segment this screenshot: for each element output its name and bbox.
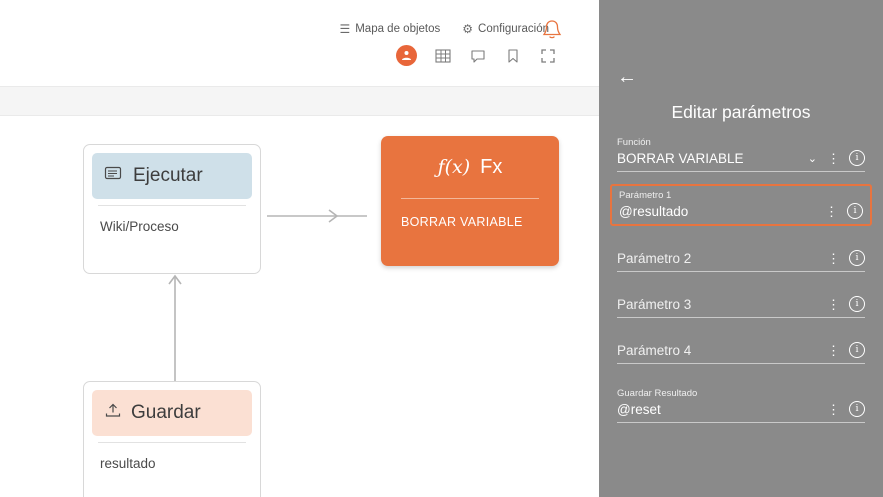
node-guardar[interactable] xyxy=(83,381,261,497)
flow-canvas[interactable] xyxy=(0,116,599,497)
field-label[interactable]: Parámetro 3 xyxy=(617,296,692,312)
more-options-icon[interactable]: ⋮ xyxy=(827,250,840,266)
info-icon[interactable]: i xyxy=(849,342,865,358)
field-value[interactable]: BORRAR VARIABLE xyxy=(617,150,744,166)
node-guardar-title: Guardar xyxy=(131,402,201,423)
node-ejecutar-body: Wiki/Proceso xyxy=(100,219,179,234)
toolbar-strip xyxy=(0,86,599,116)
field-label: Guardar Resultado xyxy=(617,388,698,399)
menu-item-label: Mapa de objetos xyxy=(355,23,441,35)
field-value[interactable]: @resultado xyxy=(619,203,689,219)
field-label: Parámetro 1 xyxy=(619,190,672,201)
field-parametro-3[interactable] xyxy=(617,296,865,318)
menu-item-mapa-objetos[interactable] xyxy=(339,22,440,36)
field-value[interactable]: @reset xyxy=(617,401,661,417)
node-guardar-body: resultado xyxy=(100,456,156,471)
field-parametro-1[interactable] xyxy=(610,184,872,226)
field-label[interactable]: Parámetro 4 xyxy=(617,342,692,358)
more-options-icon[interactable]: ⋮ xyxy=(827,150,840,166)
page-title: Editar parámetros xyxy=(671,102,811,122)
connector-ejecutar-to-fx xyxy=(267,209,373,223)
table-icon[interactable] xyxy=(434,47,452,65)
run-icon xyxy=(104,165,124,188)
topbar xyxy=(0,0,599,86)
bookmark-icon[interactable] xyxy=(504,47,522,65)
field-parametro-4[interactable] xyxy=(617,342,865,364)
field-guardar-resultado[interactable] xyxy=(617,388,865,423)
gear-icon: ⚙ xyxy=(462,22,474,36)
info-icon[interactable]: i xyxy=(849,150,865,166)
edit-parameters-panel xyxy=(599,0,883,497)
menu-item-label: Configuración xyxy=(478,23,549,35)
info-icon[interactable]: i xyxy=(849,401,865,417)
list-icon: ☰ xyxy=(339,22,351,36)
topbar-menu-row xyxy=(0,0,599,36)
more-options-icon[interactable]: ⋮ xyxy=(827,342,840,358)
back-arrow-icon[interactable]: ← xyxy=(617,66,637,88)
connector-guardar-to-ejecutar xyxy=(160,274,190,384)
menu-item-configuracion[interactable] xyxy=(462,22,549,36)
node-ejecutar[interactable] xyxy=(83,144,261,274)
more-options-icon[interactable]: ⋮ xyxy=(827,401,840,417)
more-options-icon[interactable]: ⋮ xyxy=(825,203,838,219)
field-label[interactable]: Parámetro 2 xyxy=(617,250,692,266)
more-options-icon[interactable]: ⋮ xyxy=(827,296,840,312)
field-label: Función xyxy=(617,137,651,148)
expand-icon[interactable] xyxy=(539,47,557,65)
node-fx-title: Fx xyxy=(480,155,503,178)
node-fx-body: BORRAR VARIABLE xyxy=(401,215,523,229)
info-icon[interactable]: i xyxy=(849,250,865,266)
comment-icon[interactable] xyxy=(469,47,487,65)
topbar-tools-row xyxy=(0,36,599,66)
info-icon[interactable]: i xyxy=(847,203,863,219)
field-parametro-2[interactable] xyxy=(617,250,865,272)
node-guardar-header xyxy=(92,390,252,436)
field-funcion[interactable] xyxy=(617,137,865,172)
node-fx-header xyxy=(381,136,559,198)
node-ejecutar-header xyxy=(92,153,252,199)
chevron-down-icon[interactable]: ⌄ xyxy=(807,152,817,165)
node-fx[interactable] xyxy=(381,136,559,266)
save-icon xyxy=(104,402,122,425)
fx-icon: ƒ(x) xyxy=(437,156,471,178)
info-icon[interactable]: i xyxy=(849,296,865,312)
node-ejecutar-title: Ejecutar xyxy=(133,165,203,186)
bell-icon[interactable] xyxy=(541,18,563,42)
avatar[interactable] xyxy=(396,45,417,66)
